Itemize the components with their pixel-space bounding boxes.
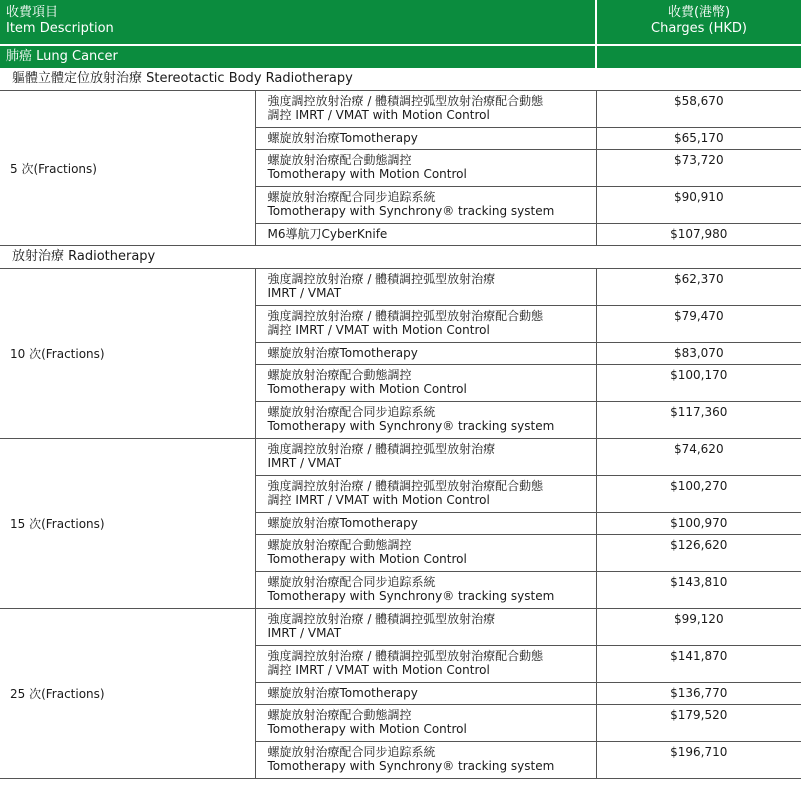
- item-description-line: IMRT / VMAT: [267, 456, 342, 470]
- item-description-line: Tomotherapy with Motion Control: [267, 552, 467, 566]
- item-description-line: 螺旋放射治療配合同步追踪系統: [267, 575, 436, 589]
- category-charge-cell: [596, 46, 801, 68]
- fractions-cell: 10 次(Fractions): [0, 269, 255, 439]
- item-description-line: M6導航刀CyberKnife: [267, 227, 388, 241]
- category-label: 肺癌 Lung Cancer: [6, 49, 118, 64]
- price-cell: $100,270: [596, 476, 801, 513]
- item-description-cell: [255, 365, 596, 402]
- item-description-cell: [255, 91, 596, 128]
- item-description-line: 螺旋放射治療Tomotherapy: [267, 346, 418, 360]
- item-description-line: 螺旋放射治療Tomotherapy: [267, 686, 418, 700]
- item-description-cell: [255, 224, 596, 246]
- price-cell: $74,620: [596, 439, 801, 476]
- item-description-line: 螺旋放射治療Tomotherapy: [267, 131, 418, 145]
- item-description-line: 調控 IMRT / VMAT with Motion Control: [267, 663, 490, 677]
- section-cell: [0, 68, 801, 91]
- price-cell: $100,970: [596, 513, 801, 535]
- charges-header-en: Charges (HKD): [651, 21, 748, 36]
- item-description-line: 強度調控放射治療 / 體積調控弧型放射治療: [267, 272, 496, 286]
- fractions-cell: 5 次(Fractions): [0, 91, 255, 246]
- table-row: [0, 439, 801, 476]
- item-description-line: 強度調控放射治療 / 體積調控弧型放射治療: [267, 612, 496, 626]
- item-description-cell: [255, 535, 596, 572]
- item-description-cell: [255, 742, 596, 779]
- table-row: [0, 269, 801, 306]
- price-cell: $79,470: [596, 306, 801, 343]
- item-description-line: 強度調控放射治療 / 體積調控弧型放射治療配合動態: [267, 649, 544, 663]
- item-description-line: Tomotherapy with Synchrony® tracking system: [267, 589, 555, 603]
- item-description-line: Tomotherapy with Motion Control: [267, 722, 467, 736]
- item-description-line: 螺旋放射治療Tomotherapy: [267, 516, 418, 530]
- price-cell: $83,070: [596, 343, 801, 365]
- item-description-line: 強度調控放射治療 / 體積調控弧型放射治療配合動態: [267, 94, 544, 108]
- item-description-line: Tomotherapy with Synchrony® tracking system: [267, 759, 555, 773]
- item-description-line: 螺旋放射治療配合同步追踪系統: [267, 190, 436, 204]
- item-description-line: IMRT / VMAT: [267, 626, 342, 640]
- charges-header-zh: 收費(港幣): [667, 5, 731, 20]
- item-description-cell: [255, 306, 596, 343]
- price-cell: $90,910: [596, 187, 801, 224]
- price-cell: $196,710: [596, 742, 801, 779]
- item-description-line: 螺旋放射治療配合同步追踪系統: [267, 405, 436, 419]
- price-cell: $58,670: [596, 91, 801, 128]
- price-cell: $136,770: [596, 683, 801, 705]
- price-cell: $117,360: [596, 402, 801, 439]
- item-description-cell: [255, 150, 596, 187]
- section-row: [0, 68, 801, 91]
- price-cell: $126,620: [596, 535, 801, 572]
- section-row: [0, 246, 801, 269]
- item-description-line: IMRT / VMAT: [267, 286, 342, 300]
- item-header-zh: 收費項目: [6, 5, 59, 20]
- price-cell: $100,170: [596, 365, 801, 402]
- item-description-cell: [255, 705, 596, 742]
- table-row: [0, 609, 801, 646]
- item-description-line: Tomotherapy with Synchrony® tracking system: [267, 204, 555, 218]
- item-description-cell: [255, 646, 596, 683]
- item-description-cell: [255, 513, 596, 535]
- item-description-line: 調控 IMRT / VMAT with Motion Control: [267, 108, 490, 122]
- price-cell: $62,370: [596, 269, 801, 306]
- table-row: [0, 91, 801, 128]
- item-description-line: 調控 IMRT / VMAT with Motion Control: [267, 493, 490, 507]
- section-title: 軀體立體定位放射治療 Stereotactic Body Radiotherapy: [12, 71, 353, 86]
- fractions-cell: 25 次(Fractions): [0, 609, 255, 779]
- fractions-cell: 15 次(Fractions): [0, 439, 255, 609]
- item-description-cell: [255, 128, 596, 150]
- item-description-line: 螺旋放射治療配合動態調控: [267, 153, 412, 167]
- item-description-line: Tomotherapy with Motion Control: [267, 167, 467, 181]
- item-description-cell: [255, 402, 596, 439]
- price-cell: $179,520: [596, 705, 801, 742]
- item-description-cell: [255, 609, 596, 646]
- item-description-line: 調控 IMRT / VMAT with Motion Control: [267, 323, 490, 337]
- price-cell: $65,170: [596, 128, 801, 150]
- item-description-cell: [255, 187, 596, 224]
- item-description-line: 螺旋放射治療配合同步追踪系統: [267, 745, 436, 759]
- item-description-line: 螺旋放射治療配合動態調控: [267, 368, 412, 382]
- item-description-cell: [255, 343, 596, 365]
- price-cell: $73,720: [596, 150, 801, 187]
- item-description-cell: [255, 269, 596, 306]
- item-description-line: Tomotherapy with Motion Control: [267, 382, 467, 396]
- item-description-header: [0, 0, 596, 44]
- item-description-cell: [255, 572, 596, 609]
- item-description-line: 強度調控放射治療 / 體積調控弧型放射治療: [267, 442, 496, 456]
- price-cell: $141,870: [596, 646, 801, 683]
- item-description-line: 螺旋放射治療配合動態調控: [267, 708, 412, 722]
- item-description-line: 螺旋放射治療配合動態調控: [267, 538, 412, 552]
- price-cell: $99,120: [596, 609, 801, 646]
- charges-header: [596, 0, 801, 44]
- item-header-en: Item Description: [6, 21, 114, 36]
- category-cell: [0, 46, 596, 68]
- item-description-cell: [255, 439, 596, 476]
- item-description-line: Tomotherapy with Synchrony® tracking system: [267, 419, 555, 433]
- category-row: [0, 46, 801, 68]
- item-description-cell: [255, 476, 596, 513]
- table-header: [0, 0, 801, 44]
- item-description-line: 強度調控放射治療 / 體積調控弧型放射治療配合動態: [267, 479, 544, 493]
- price-cell: $143,810: [596, 572, 801, 609]
- item-description-cell: [255, 683, 596, 705]
- item-description-line: 強度調控放射治療 / 體積調控弧型放射治療配合動態: [267, 309, 544, 323]
- section-title: 放射治療 Radiotherapy: [12, 249, 156, 264]
- price-cell: $107,980: [596, 224, 801, 246]
- section-cell: [0, 246, 801, 269]
